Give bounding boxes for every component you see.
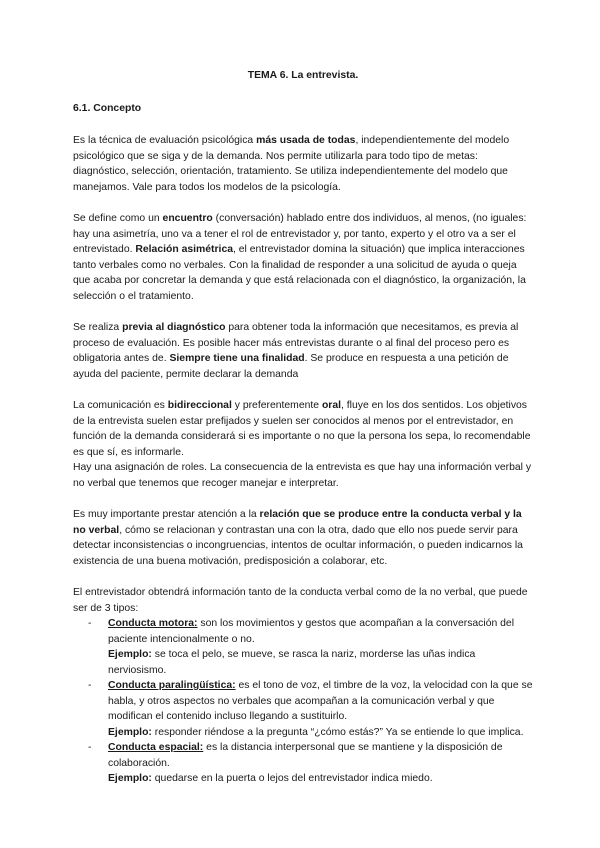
list-dash: - — [88, 680, 92, 691]
bold-term: Siempre tiene una finalidad — [169, 353, 305, 364]
text-run: Es muy importante prestar atención a la — [73, 509, 260, 520]
bold-term: encuentro — [162, 213, 213, 224]
text-run: es el tono de voz, el timbre de la voz, la velocidad con la que se habla, y otros aspectos no verbales que acompañan a la comunicación verbal y que modifican el contenido incluso llegando a sustituirlo. — [108, 680, 533, 722]
paragraph-definition — [73, 133, 533, 195]
text-run: responder riéndose a la pregunta “¿cómo estás?” Ya se entiende lo que implica. — [151, 726, 524, 738]
term-conducta-espacial: Conducta espacial: — [108, 742, 204, 753]
text-run: Hay una asignación de roles. La consecuencia de la entrevista es que hay una información verbal y no verbal que tenemos que recoger manejar e interpretar. — [73, 462, 532, 489]
text-run: Es la técnica de evaluación psicológica — [73, 135, 257, 146]
example-label: Ejemplo: — [108, 726, 152, 738]
text-run: La comunicación es — [73, 400, 168, 411]
paragraph-relacion — [73, 507, 533, 569]
example-label: Ejemplo: — [108, 649, 152, 660]
list-dash: - — [88, 618, 92, 629]
text-run: , cómo se relacionan y contrastan una con la otra, dado que ello nos puede servir para detectar inconsistencias o incongruencias, intentos de ocultar información, o pueden indicarnos la existencia de una buena motivación, predisposición a colaborar, etc. — [73, 524, 523, 567]
paragraph-comunicacion — [73, 398, 533, 491]
text-run: , el entrevistador domina la situación) que implica interacciones tanto verbales como no verbales. Con la finalidad de responder a una solicitud de ayuda o queja que acaba por concretar la demanda y que está relacionada con el diagnóstico, la organización, la selección o el tratamiento. — [73, 244, 526, 302]
example-label: Ejemplo: — [108, 773, 152, 784]
text-run: se toca el pelo, se mueve, se rasca la nariz, morderse las uñas indica nerviosismo. — [108, 649, 476, 676]
paragraph-diagnostico — [73, 320, 533, 382]
text-run: Se define como un — [73, 213, 163, 224]
text-run: , fluye en los dos sentidos. Los objetivos de la entrevista suelen estar prefijados y suelen ser conocidos al menos por el entrevistador, en función de la demanda considerará si es importante o no que la persona los sepa, lo recomendable es que sí, es informarle. — [73, 400, 531, 458]
text-run: son los movimientos y gestos que acompañan a la conversación del paciente intencionalmente o no. — [108, 618, 514, 645]
list-item — [88, 740, 533, 787]
bold-term: previa al diagnóstico — [122, 322, 226, 333]
bold-term: relación que se produce entre la conducta verbal y la no verbal — [73, 509, 522, 536]
paragraph-encuentro — [73, 211, 533, 304]
list-item — [88, 678, 533, 740]
text-run: para obtener toda la información que necesitamos, es previa al proceso de evaluación. Es posible hacer más entrevistas durante o al final del proceso pero es obligatoria antes de. — [73, 322, 519, 364]
text-run: , independientemente del modelo psicológico que se siga y de la demanda. Nos permite utilizarla para todo tipo de metas: diagnóstico, selección, orientación, tratamiento. Se utiliza independientemente del modelo que manejamos. Vale para todos los modelos de la psicología. — [73, 135, 510, 193]
document-page — [73, 68, 533, 787]
conduct-types-list — [73, 616, 533, 787]
term-conducta-motora: Conducta motora: — [108, 618, 198, 629]
text-run: . Se produce en respuesta a una petición de ayuda del paciente, permite declarar la demanda — [73, 353, 509, 380]
text-run: es la distancia interpersonal que se mantiene y la disposición de colaboración. — [108, 742, 503, 769]
bold-term: más usada de todas — [256, 135, 356, 146]
paragraph-tipos-intro: El entrevistador obtendrá información tanto de la conducta verbal como de la no verbal, que puede ser de 3 tipos: — [73, 587, 528, 614]
text-run: Se realiza — [73, 322, 123, 333]
section-heading: 6.1. Concepto — [73, 102, 142, 114]
bold-term: oral — [321, 400, 342, 411]
text-run: (conversación) hablado entre dos individuos, al menos, (no iguales: hay una asimetría, uno va a tener el rol de entrevistador y, por tanto, experto y el otro va a ser el entrevistado. — [73, 213, 527, 255]
document-title: TEMA 6. La entrevista. — [247, 70, 359, 81]
text-run: quedarse en la puerta o lejos del entrevistador indica miedo. — [151, 773, 433, 784]
bold-term: Relación asimétrica — [135, 244, 233, 255]
term-conducta-paralinguistica: Conducta paralingüística: — [108, 680, 236, 691]
text-run: y preferentemente — [231, 400, 322, 411]
list-dash: - — [88, 742, 92, 753]
list-item — [88, 616, 533, 678]
bold-term: bidireccional — [167, 400, 232, 411]
